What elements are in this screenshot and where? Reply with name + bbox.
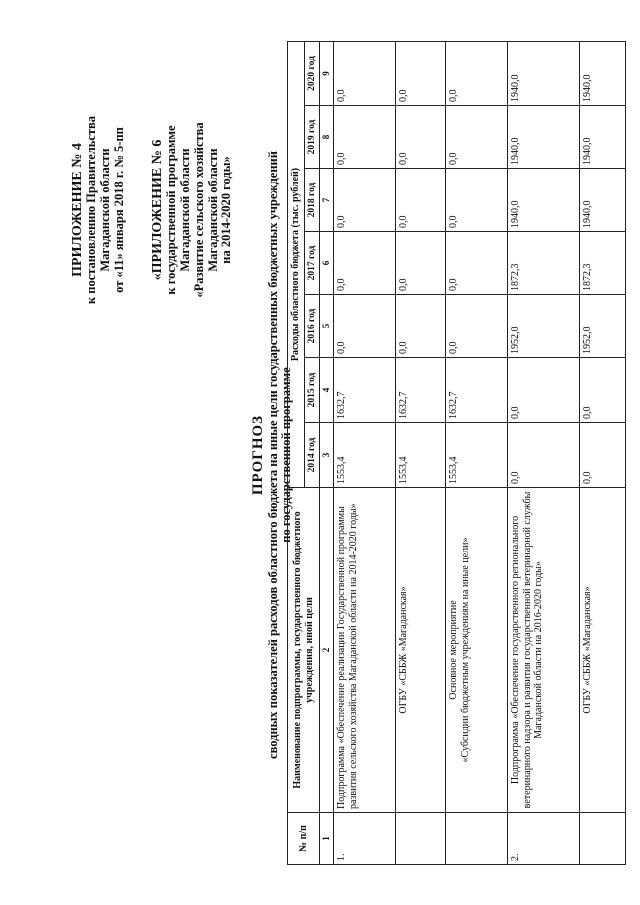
row-value: 0,0	[396, 169, 446, 232]
row-value: 1632,7	[446, 358, 508, 423]
program-line-2: к государственной программе	[164, 125, 179, 295]
row-value: 1872,3	[580, 232, 626, 295]
year-header: 2018 год	[304, 169, 320, 232]
column-number: 3	[320, 423, 334, 488]
table-row	[580, 41, 626, 864]
year-header: 2017 год	[304, 232, 320, 295]
column-number: 6	[320, 232, 334, 295]
row-value: 1952,0	[508, 295, 580, 358]
row-number: 2.	[508, 813, 580, 865]
appendix-number: ПРИЛОЖЕНИЕ № 4	[70, 143, 85, 277]
row-value: 1632,7	[396, 358, 446, 423]
col-name-header: Наименование подпрограммы, государственного бюджетного учреждения, иной цели	[288, 488, 320, 813]
row-value: 0,0	[396, 232, 446, 295]
table-row	[446, 41, 508, 864]
column-number: 2	[320, 488, 334, 813]
row-value: 0,0	[446, 41, 508, 105]
year-header: 2020 год	[304, 41, 320, 105]
column-number: 5	[320, 295, 334, 358]
row-value: 1940,0	[580, 41, 626, 105]
column-number-row	[320, 41, 334, 864]
year-header: 2019 год	[304, 106, 320, 169]
row-value: 1952,0	[580, 295, 626, 358]
row-value: 1872,3	[508, 232, 580, 295]
expenses-group-header: Расходы областного бюджета (тыс. рублей)	[288, 41, 305, 487]
title-subheading-1: сводных показателей расходов областного бюджета на иные цели государственных бюджетных учреждений	[265, 151, 280, 759]
program-appendix-number: «ПРИЛОЖЕНИЕ № 6	[150, 139, 165, 281]
program-appendix-header	[150, 50, 234, 370]
row-value: 1940,0	[508, 169, 580, 232]
appendix-line-4: от «11» января 2018 г. № 5-пп	[111, 127, 126, 293]
row-value: 0,0	[334, 169, 396, 232]
header-row-top	[288, 41, 305, 864]
program-line-3: Магаданской области	[178, 148, 193, 272]
row-value: 0,0	[334, 41, 396, 105]
row-name: Подпрограмма «Обеспечение реализации Государственной программы развития сельского хозяйства Магаданской области на 2014-2020 годы»	[334, 488, 396, 813]
col-no-header: № п/п	[288, 813, 320, 865]
row-name: «Субсидии бюджетным учреждениям на иные цели»	[459, 537, 471, 763]
column-number: 8	[320, 106, 334, 169]
program-line-6: на 2014-2020 годы»	[219, 156, 234, 264]
table-row	[334, 41, 396, 864]
row-name: ОГБУ «СББЖ «Магаданская»	[396, 488, 446, 813]
column-number: 7	[320, 169, 334, 232]
appendix-line-3: Магаданской области	[98, 148, 113, 272]
year-header: 2016 год	[304, 295, 320, 358]
row-number: 1.	[334, 813, 396, 865]
table-row	[508, 41, 580, 864]
row-value: 0,0	[446, 232, 508, 295]
row-name: Подпрограмма «Обеспечение государственного регионального ветеринарного надзора и развития государственной ветеринарной службы Магаданской области на 2016-2020 годы»	[508, 488, 580, 813]
appendix-header	[70, 50, 127, 370]
column-number: 4	[320, 358, 334, 423]
row-number	[446, 813, 508, 865]
row-value: 1632,7	[334, 358, 396, 423]
row-name-cell	[446, 488, 508, 813]
appendix-line-2: к постановлению Правительства	[84, 115, 99, 305]
title-heading: ПРОГНОЗ	[250, 414, 266, 496]
row-value: 0,0	[396, 41, 446, 105]
column-number: 1	[320, 813, 334, 865]
row-value: 0,0	[396, 295, 446, 358]
row-value: 0,0	[396, 106, 446, 169]
row-value: 1553,4	[334, 423, 396, 488]
row-value: 0,0	[334, 106, 396, 169]
column-number: 9	[320, 41, 334, 105]
program-line-5: Магаданской области	[205, 148, 220, 272]
table-row	[396, 41, 446, 864]
program-line-4: «Развитие сельского хозяйства	[191, 122, 206, 298]
row-value: 1940,0	[580, 169, 626, 232]
row-value: 1553,4	[396, 423, 446, 488]
year-header: 2015 год	[304, 358, 320, 423]
row-value: 0,0	[508, 358, 580, 423]
row-name-prefix: Основное мероприятие	[448, 600, 460, 700]
row-number	[396, 813, 446, 865]
row-value: 0,0	[580, 423, 626, 488]
forecast-table	[287, 41, 626, 865]
row-value: 1553,4	[446, 423, 508, 488]
row-value: 0,0	[446, 106, 508, 169]
row-name: ОГБУ «СББЖ «Магаданская»	[580, 488, 626, 813]
row-value: 0,0	[446, 295, 508, 358]
row-value: 0,0	[508, 423, 580, 488]
row-value: 1940,0	[508, 41, 580, 105]
row-value: 1940,0	[580, 106, 626, 169]
row-value: 0,0	[580, 358, 626, 423]
row-value: 0,0	[446, 169, 508, 232]
row-number	[580, 813, 626, 865]
year-header: 2014 год	[304, 423, 320, 488]
row-value: 0,0	[334, 295, 396, 358]
row-value: 1940,0	[508, 106, 580, 169]
row-value: 0,0	[334, 232, 396, 295]
title-subheading-2: по государственной программе	[279, 367, 294, 543]
